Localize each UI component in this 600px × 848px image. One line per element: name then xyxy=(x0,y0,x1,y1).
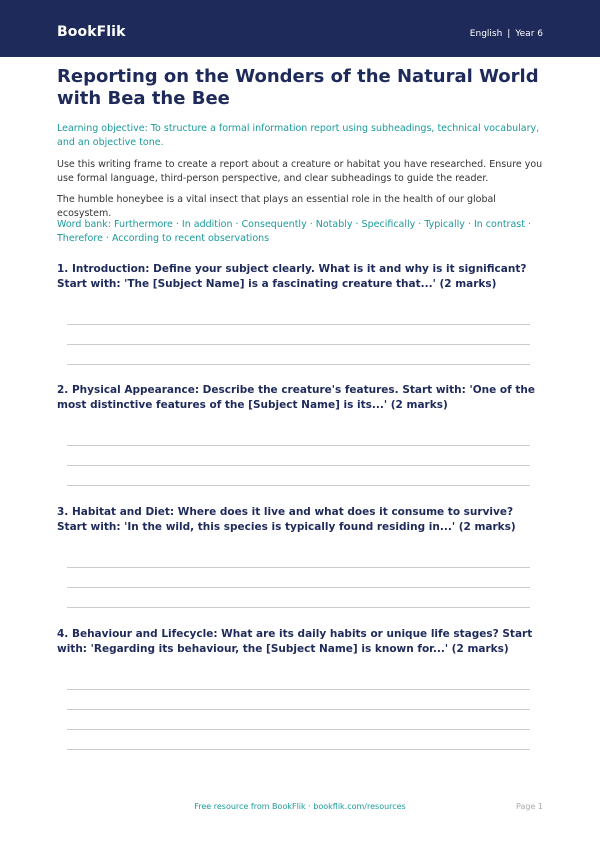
brand-logo[interactable]: BookFlik xyxy=(57,24,126,40)
answer-line[interactable] xyxy=(67,567,530,568)
question-4: 4. Behaviour and Lifecycle: What are its daily habits or unique life stages? Start with: 'Regarding its behaviour, the [Subject Name] is known for...' (2 marks) xyxy=(57,628,533,655)
answer-line[interactable] xyxy=(67,749,530,750)
answer-line[interactable] xyxy=(67,709,530,710)
year-label: Year 6 xyxy=(515,29,543,39)
answer-line[interactable] xyxy=(67,344,530,345)
learning-objective: Learning objective: To structure a formal information report using subheadings, technical vocabulary, and an objective tone. xyxy=(57,123,540,148)
answer-line[interactable] xyxy=(67,729,530,730)
answer-line[interactable] xyxy=(67,465,530,466)
page-number: Page 1 xyxy=(516,802,543,811)
question-3: 3. Habitat and Diet: Where does it live and what does it consume to survive? Start with: 'In the wild, this species is typically found residing in...' (2 marks) xyxy=(57,506,516,533)
header-meta xyxy=(470,29,543,39)
page-header xyxy=(0,0,600,57)
answer-line[interactable] xyxy=(67,485,530,486)
answer-line[interactable] xyxy=(67,689,530,690)
answer-line[interactable] xyxy=(67,364,530,365)
instructions-text: Use this writing frame to create a report about a creature or habitat you have researched. Ensure you use formal language, third-person perspective, and clear subheadings to guide the reader. xyxy=(57,159,543,184)
meta-separator: | xyxy=(507,29,511,39)
page-title: Reporting on the Wonders of the Natural World with Bea the Bee xyxy=(57,66,539,109)
subject-label: English xyxy=(469,29,503,39)
answer-line[interactable] xyxy=(67,324,530,325)
question-1: 1. Introduction: Define your subject clearly. What is it and why is it significant? Start with: 'The [Subject Name] is a fascinating creature that...' (2 marks) xyxy=(57,263,527,290)
answer-line[interactable] xyxy=(67,587,530,588)
footer-credit[interactable]: Free resource from BookFlik · bookflik.com/resources xyxy=(194,802,406,811)
word-bank: Word bank: Furthermore · In addition · Consequently · Notably · Specifically · Typically · In contrast · Therefore · According to recent observations xyxy=(57,219,532,244)
question-2: 2. Physical Appearance: Describe the creature's features. Start with: 'One of the most distinctive features of the [Subject Name] is its...' (2 marks) xyxy=(57,384,535,411)
intro-sentence: The humble honeybee is a vital insect that plays an essential role in the health of our global ecosystem. xyxy=(57,194,496,219)
answer-line[interactable] xyxy=(67,607,530,608)
answer-line[interactable] xyxy=(67,445,530,446)
